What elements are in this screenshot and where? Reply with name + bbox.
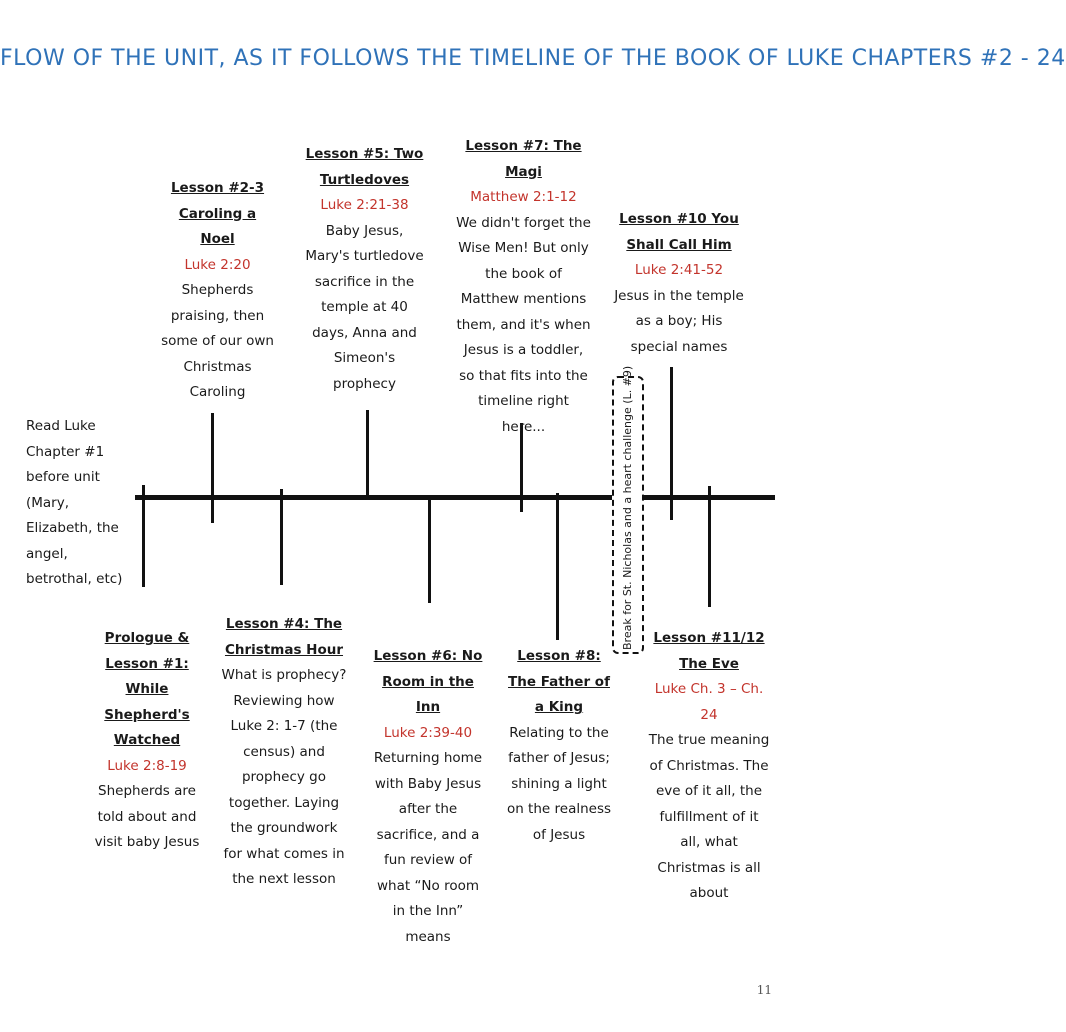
lesson-7-description: We didn't forget the Wise Men! But only the book of Matthew mentions them, and it's when Jesus is a toddler, so that fits into the timeline right here... [456,214,591,435]
page-number: 11 [756,983,772,997]
lesson-6-heading: Lesson #6: No Room in the Inn [373,648,483,715]
lesson-7-heading: Lesson #7: The Magi [465,138,582,180]
timeline-tick-lesson5 [366,410,369,500]
lesson-1-reference: Luke 2:8-19 [107,757,187,774]
lesson-1-description: Shepherds are told about and visit baby Jesus [94,783,200,850]
lesson-10-box [613,207,745,360]
timeline-tick-lesson4 [280,489,283,585]
lesson-2-3-description: Shepherds praising, then some of our own Christmas Caroling [161,282,274,400]
lesson-6-box [372,644,484,950]
lesson-1-heading: Prologue & Lesson #1: While Shepherd's Watched [104,630,190,748]
lesson-2-3-box [160,176,275,406]
lesson-11-12-reference: Luke Ch. 3 – Ch. 24 [654,681,764,723]
lesson-2-3-heading: Lesson #2-3 Caroling a Noel [170,180,265,247]
timeline-tick-lesson10 [670,367,673,520]
lesson-10-description: Jesus in the temple as a boy; His special names [614,287,744,355]
lesson-2-3-reference: Luke 2:20 [184,256,251,273]
lesson-8-box [503,644,615,848]
lesson-4-heading: Lesson #4: The Christmas Hour [224,616,344,658]
lesson-5-box [302,142,427,397]
lesson-8-heading: Lesson #8: The Father of a King [508,648,610,715]
lesson-10-reference: Luke 2:41-52 [634,262,724,278]
lesson-10-heading: Lesson #10 You Shall Call Him [619,211,739,253]
lesson-5-heading: Lesson #5: Two Turtledoves [305,146,424,188]
lesson-11-12-description: The true meaning of Christmas. The eve of it all, the fulfillment of it all, what Christmas is all about [648,732,770,901]
lesson-1-box [92,626,202,856]
lesson-6-description: Returning home with Baby Jesus after the sacrifice, and a fun review of what “No room in the Inn” means [373,750,483,945]
timeline-tick-lesson8 [556,493,559,640]
page-title: FLOW OF THE UNIT, AS IT FOLLOWS THE TIMELINE OF THE BOOK OF LUKE CHAPTERS #2 - 24 [0,46,1066,71]
lesson-4-description: What is prophecy? Reviewing how Luke 2: 1-7 (the census) and prophecy go together. Laying the groundwork for what comes in the next lesson [221,667,347,887]
lesson-7-box [456,134,591,440]
lesson-11-12-heading: Lesson #11/12 The Eve [653,630,765,672]
timeline-tick-lesson2-3 [211,413,214,523]
timeline-tick-lesson1 [142,485,145,587]
lesson-11-12-box [648,626,770,907]
lesson-6-reference: Luke 2:39-40 [383,724,473,741]
lesson-8-description: Relating to the father of Jesus; shining a light on the realness of Jesus [506,724,612,843]
chapter1-note: Read Luke Chapter #1 before unit (Mary, Elizabeth, the angel, betrothal, etc) [26,418,123,587]
lesson-5-description: Baby Jesus, Mary's turtledove sacrifice in the temple at 40 days, Anna and Simeon's prophecy [305,222,424,392]
lesson-4-box [220,612,348,893]
timeline-tick-lesson11-12 [708,486,711,607]
lesson-7-reference: Matthew 2:1-12 [470,189,577,205]
timeline-tick-lesson6 [428,497,431,603]
break-note: Break for St. Nicholas and a heart challenge (L. #9) [621,365,634,650]
lesson-5-reference: Luke 2:21-38 [320,197,409,213]
timeline-axis [135,495,775,500]
